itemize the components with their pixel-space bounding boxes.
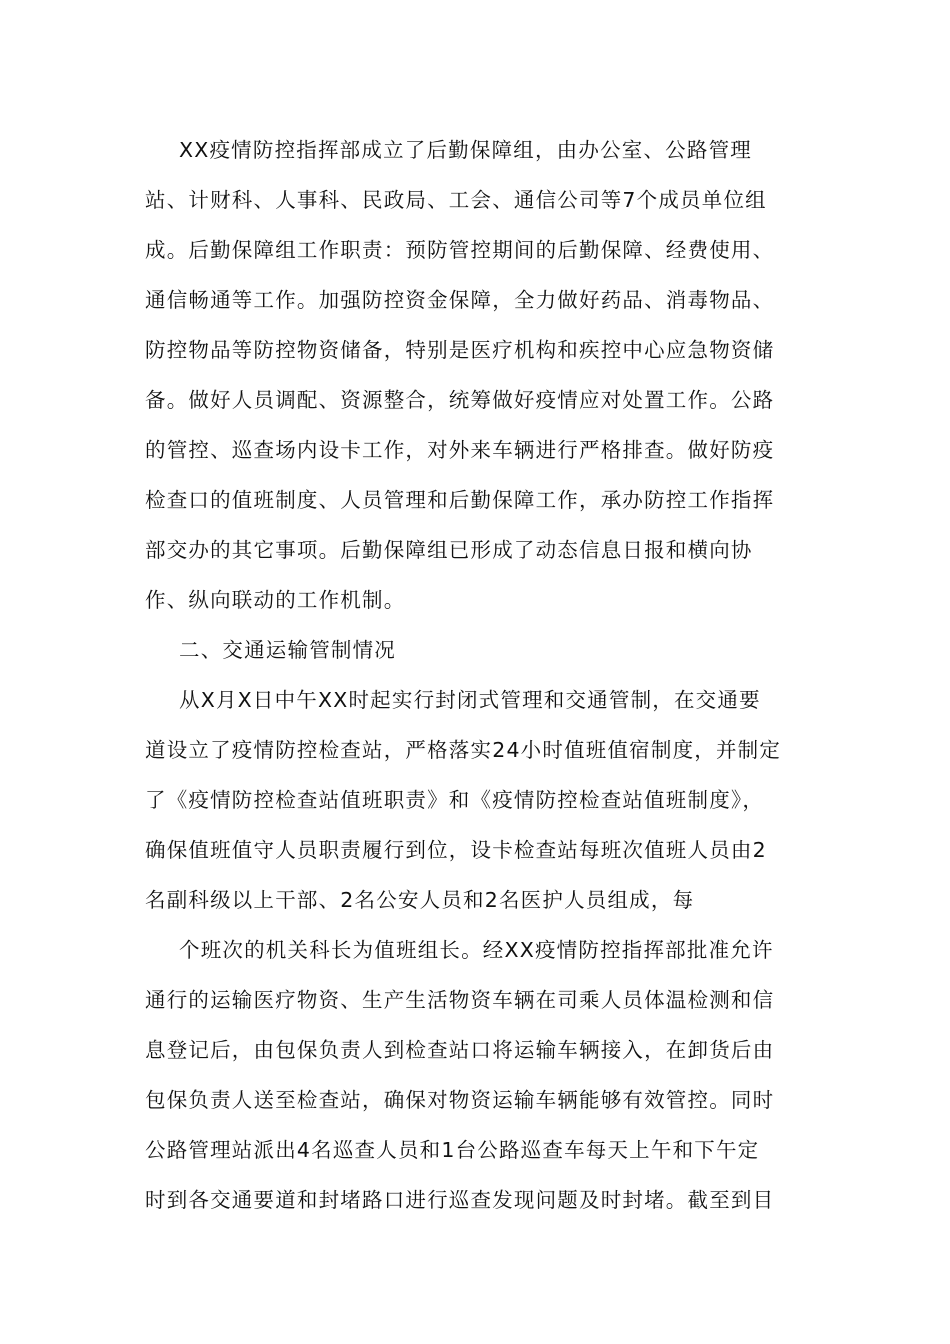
paragraph-line: 公路管理站派出4名巡查人员和1台公路巡查车每天上午和下午定 xyxy=(145,1138,760,1162)
paragraph-line: 站、计财科、人事科、民政局、工会、通信公司等7个成员单位组 xyxy=(145,188,767,212)
paragraph-line: 的管控、巡查场内设卡工作，对外来车辆进行严格排查。做好防疫 xyxy=(145,438,775,462)
paragraph-line: XX疫情防控指挥部成立了后勤保障组，由办公室、公路管理 xyxy=(179,138,752,162)
paragraph-line: 通信畅通等工作。加强防控资金保障，全力做好药品、消毒物品、 xyxy=(145,288,775,312)
paragraph-line: 从X月X日中午XX时起实行封闭式管理和交通管制，在交通要 xyxy=(179,688,761,712)
paragraph-line: 包保负责人送至检查站，确保对物资运输车辆能够有效管控。同时 xyxy=(145,1088,775,1112)
paragraph-line: 时到各交通要道和封堵路口进行巡查发现问题及时封堵。截至到目 xyxy=(145,1188,775,1212)
paragraph-line: 成。后勤保障组工作职责：预防管控期间的后勤保障、经费使用、 xyxy=(145,238,775,262)
paragraph-line: 检查口的值班制度、人员管理和后勤保障工作，承办防控工作指挥 xyxy=(145,488,775,512)
paragraph-line: 通行的运输医疗物资、生产生活物资车辆在司乘人员体温检测和信 xyxy=(145,988,775,1012)
paragraph-line: 确保值班值守人员职责履行到位，设卡检查站每班次值班人员由2 xyxy=(145,838,767,862)
paragraph-line: 作、纵向联动的工作机制。 xyxy=(145,588,406,612)
paragraph-line: 防控物品等防控物资储备，特别是医疗机构和疾控中心应急物资储 xyxy=(145,338,775,362)
section-heading: 二、交通运输管制情况 xyxy=(179,638,396,662)
paragraph-line: 备。做好人员调配、资源整合，统筹做好疫情应对处置工作。公路 xyxy=(145,388,775,412)
document-body xyxy=(145,125,815,1225)
paragraph-line: 了《疫情防控检查站值班职责》和《疫情防控检查站值班制度》， xyxy=(145,788,765,812)
paragraph-line: 息登记后，由包保负责人到检查站口将运输车辆接入，在卸货后由 xyxy=(145,1038,775,1062)
paragraph-line: 部交办的其它事项。后勤保障组已形成了动态信息日报和横向协 xyxy=(145,538,753,562)
paragraph-line: 个班次的机关科长为值班组长。经XX疫情防控指挥部批准允许 xyxy=(179,938,774,962)
paragraph-line: 名副科级以上干部、2名公安人员和2名医护人员组成，每 xyxy=(145,888,695,912)
paragraph-line: 道设立了疫情防控检查站，严格落实24小时值班值宿制度，并制定 xyxy=(145,738,782,762)
